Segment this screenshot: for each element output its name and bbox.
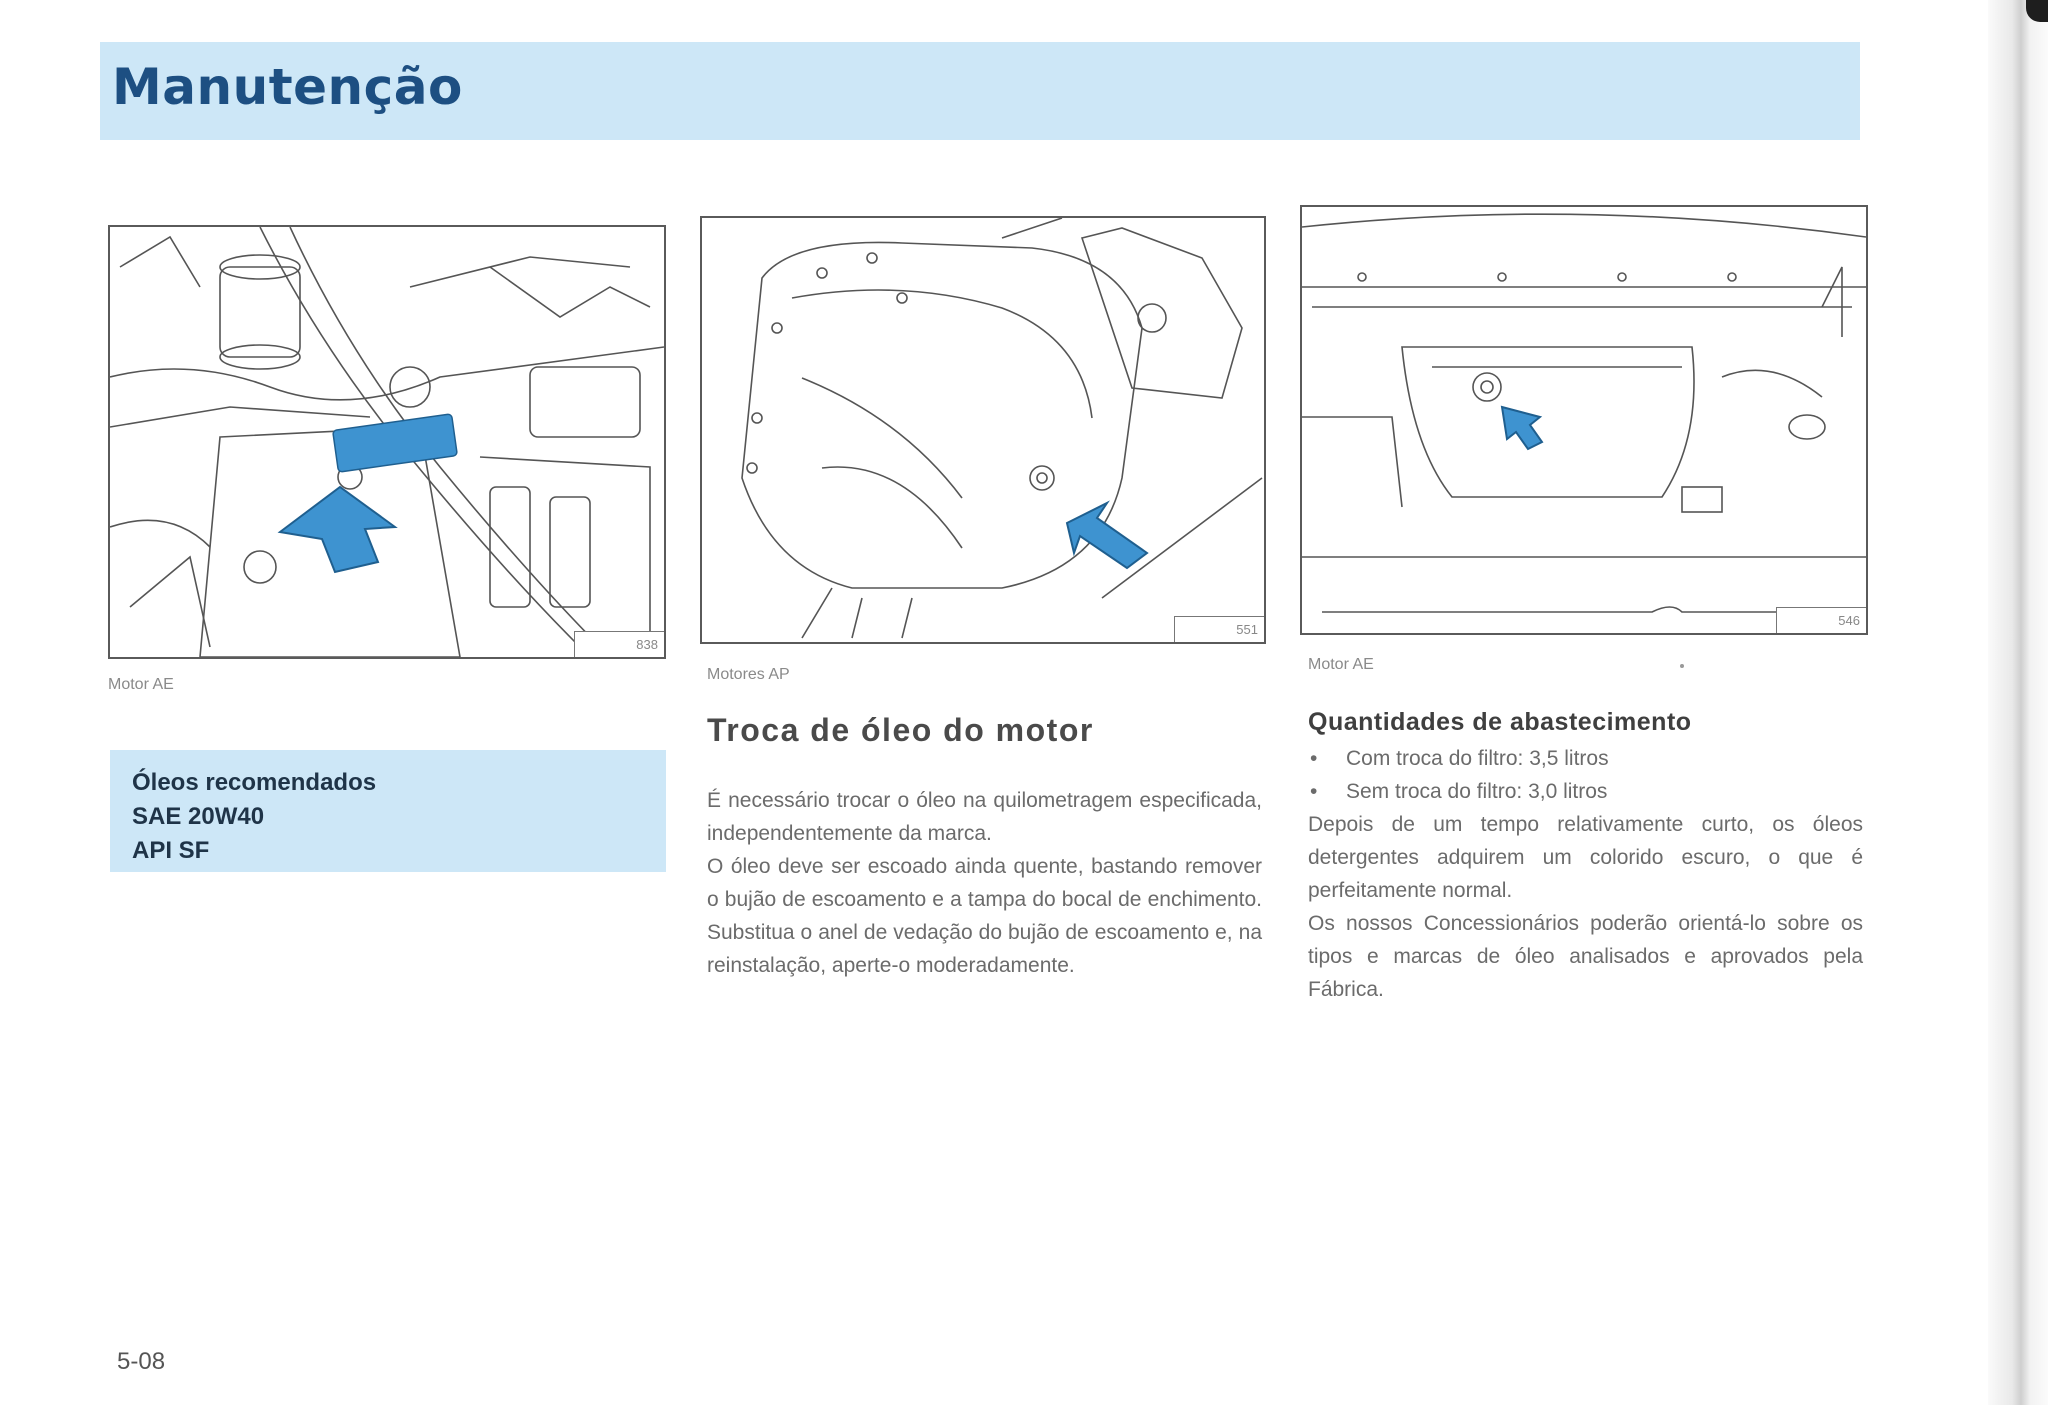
figure-oil-pan-ae — [1300, 205, 1868, 635]
page-edge-shadow — [1988, 0, 2048, 1405]
figure-number: 551 — [1174, 616, 1264, 642]
oil-viscosity: SAE 20W40 — [132, 803, 265, 830]
figure-engine-ae-oil-cap — [108, 225, 666, 659]
quantities-paragraph-2: Os nossos Concessionários poderão orientá-lo sobre os tipos e marcas de óleo analisados e aprovados pela Fábrica. — [1308, 912, 1863, 1001]
oil-change-paragraph-2: O óleo deve ser escoado ainda quente, bastando remover o bujão de escoamento e a tampa do bocal de enchimento. Substitua o anel de vedação do bujão de escoamento e, na reinstalação, aperte-o moderadamente. — [707, 855, 1262, 977]
figure-caption: Motores AP — [707, 666, 790, 683]
figure-oil-pan-ap — [700, 216, 1266, 644]
section-title-oil-change: Troca de óleo do motor — [707, 712, 1094, 748]
oil-change-text — [707, 784, 1262, 982]
bullet-dot-icon: • — [1310, 747, 1318, 770]
quantities-text — [1308, 808, 1863, 1006]
blue-arrow-icon — [1067, 503, 1147, 568]
engine-illustration-1 — [110, 227, 664, 657]
blue-arrow-icon — [1502, 407, 1542, 449]
list-item: • Sem troca do filtro: 3,0 litros — [1310, 775, 1609, 808]
quantities-paragraph-1: Depois de um tempo relativamente curto, os óleos detergentes adquirem um colorido escuro, o que é perfeitamente normal. — [1308, 813, 1863, 902]
figure-number: 546 — [1776, 607, 1866, 633]
oil-pan-illustration — [702, 218, 1264, 642]
recommended-oils-box — [110, 750, 666, 872]
oil-pan-ae-illustration — [1302, 207, 1866, 633]
figure-number: 838 — [574, 631, 664, 657]
oil-box-heading: Óleos recomendados — [132, 769, 377, 796]
section-title-quantities: Quantidades de abastecimento — [1308, 708, 1692, 736]
page-title: Manutenção — [112, 58, 463, 116]
figure-caption: Motor AE — [108, 676, 174, 693]
list-item: • Com troca do filtro: 3,5 litros — [1310, 742, 1609, 775]
page-number: 5-08 — [117, 1348, 166, 1375]
quantities-list — [1310, 742, 1609, 808]
blue-arrow-icon — [280, 487, 395, 572]
oil-api-grade: API SF — [132, 837, 210, 864]
bullet-dot-icon: • — [1310, 780, 1318, 803]
figure-caption: Motor AE — [1308, 656, 1374, 673]
stray-dot — [1680, 664, 1684, 668]
oil-change-paragraph-1: É necessário trocar o óleo na quilometragem especificada, independentemente da marca. — [707, 789, 1262, 845]
